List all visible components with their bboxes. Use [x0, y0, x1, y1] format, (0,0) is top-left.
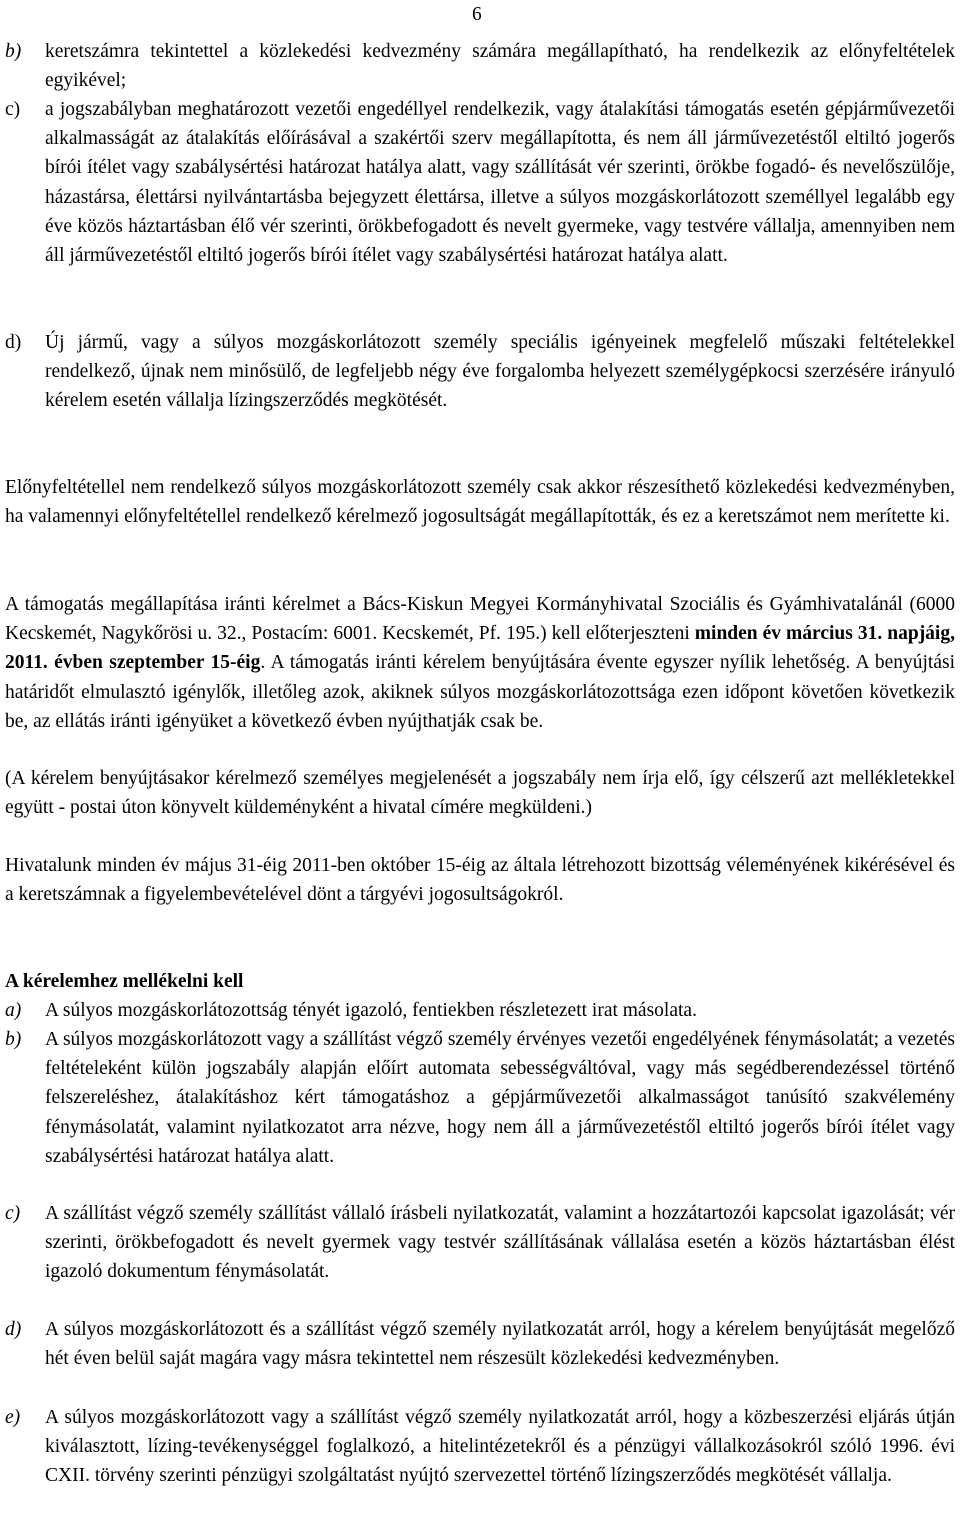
- list-item-b: b) keretszámra tekintettel a közlekedési kedvezmény számára megállapítható, ha rendelkezik az előnyfeltételek egyikével;: [5, 41, 955, 92]
- heading-mellekletek: A kérelemhez mellékelni kell: [5, 971, 244, 992]
- attachment-item-c: c) A szállítást végző személy szállítást vállaló írásbeli nyilatkozatát, valamint a hozzátartozói kapcsolat igazolását; vér szerinti, örökbefogadott és nevelt gyermek vagy testvér szállításának vállalása esetén a közös háztartásban élést igazoló dokumentum fénymásolatát.: [5, 1203, 955, 1283]
- attachment-item-a: a) A súlyos mozgáskorlátozottság tényét igazoló, fentiekben részletezett irat másolata.: [5, 1000, 697, 1021]
- deadline-text: minden év március 31. napjáig, 2011. évben szeptember 15-éig: [5, 623, 955, 674]
- attachment-item-b: b) A súlyos mozgáskorlátozott vagy a szállítást végző személy érvényes vezetői engedélyének fénymásolatát; a vezetés feltételeként külön jogszabály alapján előírt automata sebességváltóval, vagy más segédberendezéssel történő felszereléshez, átalakításhoz kért támogatáshoz a gépjárművezetői alkalmasságot tanúsító szakvélemény fénymásolatát, valamint nyilatkozatot arra nézve, hogy nem áll a járművezetéstől eltiltó jogerős bírói ítélet vagy szabálysértési határozat hatálya alatt.: [5, 1029, 955, 1167]
- list-item-c: c) a jogszabályban meghatározott vezetői engedéllyel rendelkezik, vagy átalakítási támogatás esetén gépjárművezetői alkalmasságát az átalakítás előírásával a szakértői szerv megállapította, és nem áll járművezetéstől eltiltó jogerős bírói ítélet vagy szabálysértési határozat hatálya alatt, vagy szállítását vér szerinti, örökbe fogadó- és nevelőszülője, házastársa, élettársi nyilvántartásba bejegyzett élettársa, illetve a súlyos mozgáskorlátozott személlyel legalább egy éve közös háztartásban élő vér szerinti, örökbefogadott és nevelt gyermeke, vagy testvére vállalja, amennyiben nem áll járművezetéstől eltiltó jogerős bírói ítélet vagy szabálysértési határozat hatálya alatt.: [5, 99, 955, 267]
- paragraph-megjelenes: (A kérelem benyújtásakor kérelmező személyes megjelenését a jogszabály nem írja elő, így célszerű azt mellékletekkel együtt - postai úton könyvelt küldeményként a hivatal címére megküldeni.): [5, 768, 955, 819]
- paragraph-elonyfeltetel: Előnyfeltétellel nem rendelkező súlyos mozgáskorlátozott személy csak akkor részesíthető közlekedési kedvezményben, ha valamennyi előnyfeltétellel rendelkező kérelmező jogosultságát megállapították, és ez a keretszámot nem merítette ki.: [5, 477, 955, 528]
- paragraph-kerelem: A támogatás megállapítása iránti kérelmet a Bács-Kiskun Megyei Kormányhivatal Szociális és Gyámhivatalánál (6000 Kecskemét, Nagykőrösi u. 32., Postacím: 6001. Kecskemét, Pf. 195.) kell előterjeszteni minden év március 31. napjáig, 2011. évben szeptember 15-éig. A támogatás iránti kérelem benyújtására évente egyszer nyílik lehetőség. A benyújtási határidőt elmulasztó igénylők, illetőleg azok, akiknek súlyos mozgáskorlátozottsága ezen időpont követően következik be, az ellátás iránti igényüket a következő évben nyújthatják csak be.: [5, 594, 955, 732]
- paragraph-hivatalunk: Hivatalunk minden év május 31-éig 2011-ben október 15-éig az általa létrehozott bizottság véleményének kikérésével és a keretszámnak a figyelembevételével dönt a tárgyévi jogosultságokról.: [5, 855, 955, 906]
- attachment-item-e: e) A súlyos mozgáskorlátozott vagy a szállítást végző személy nyilatkozatát arról, hogy a közbeszerzési eljárás útján kiválasztott, lízing-tevékenységgel foglalkozó, a hitelintézetekről és a pénzügyi vállalkozásokról szóló 1996. évi CXII. törvény szerinti pénzügyi szolgáltatást nyújtó szervezettel történő lízingszerződés megkötését vállalja.: [5, 1407, 955, 1487]
- page-number: 6: [472, 4, 482, 25]
- attachment-item-d: d) A súlyos mozgáskorlátozott és a szállítást végző személy nyilatkozatát arról, hogy a kérelem benyújtását megelőző hét éven belül saját magára vagy másra tekintettel nem részesült közlekedési kedvezményben.: [5, 1319, 955, 1370]
- list-item-d: d) Új jármű, vagy a súlyos mozgáskorlátozott személy speciális igényeinek megfelelő műszaki feltételekkel rendelkező, újnak nem minősülő, de legfeljebb négy éve forgalomba helyezett személygépkocsi szerzésére irányuló kérelem esetén vállalja lízingszerződés megkötését.: [5, 332, 955, 412]
